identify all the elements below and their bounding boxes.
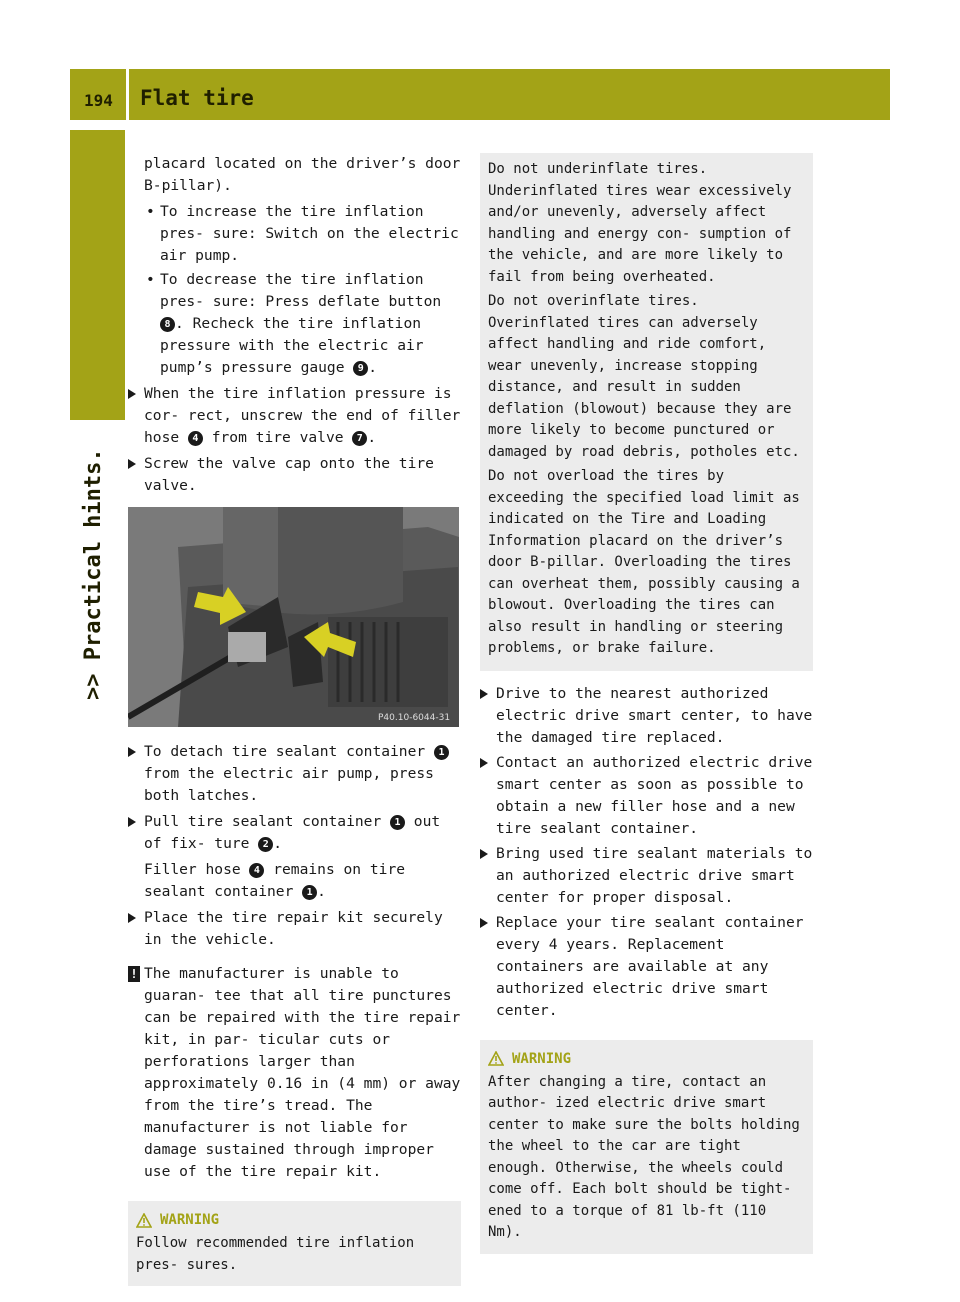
callout-number: 1 xyxy=(302,885,317,900)
section-title: Flat tire xyxy=(140,86,254,110)
step-text: Replace your tire sealant container every 4 years. Replacement containers are available at any authorized electric drive smart center. xyxy=(496,913,804,1019)
callout-number: 7 xyxy=(352,431,367,446)
page-header xyxy=(70,69,890,120)
step-arrow-icon xyxy=(480,849,488,859)
step-arrow-icon xyxy=(128,913,136,923)
bullet-decrease-text-b: . Recheck the tire inflation pressure with the electric air pump’s pressure gauge xyxy=(160,315,424,376)
warning-title: WARNING xyxy=(160,1212,220,1228)
warning-triangle-icon xyxy=(488,1051,504,1066)
step-text: Contact an authorized electric drive smart center as soon as possible to obtain a new filler hose and a new tire sealant container. xyxy=(496,753,813,837)
step-text: To detach tire sealant container xyxy=(144,743,434,760)
intro-line-2: B-pillar). xyxy=(144,177,232,194)
step-text: from tire valve xyxy=(202,429,353,446)
notice-icon: ! xyxy=(128,966,140,982)
step-text: Bring used tire sealant materials to an authorized electric drive smart center for proper disposal. xyxy=(496,844,813,906)
step-arrow-icon xyxy=(480,758,488,768)
tire-pressure-info-box xyxy=(480,153,813,671)
step-replace-container xyxy=(480,912,813,1022)
step-text: out of fix- ture xyxy=(144,813,441,852)
warning-triangle-icon xyxy=(136,1213,152,1228)
step-text: . xyxy=(367,429,377,446)
bullet-decrease xyxy=(144,269,461,379)
callout-number: 4 xyxy=(188,431,203,446)
info-paragraph-overload: Do not overload the tires by exceeding the specified load limit as indicated on the Tire and Loading Information placard on the driver’s door B-pillar. Overloading the tires can overheat them, possibly causing a blowout. Overloading the tires can also result in handling or steering problems, or brake failure. xyxy=(488,468,800,656)
step-drive-to-center xyxy=(480,683,813,749)
step-valve-cap xyxy=(128,453,461,497)
left-column xyxy=(128,153,461,1286)
callout-number: 2 xyxy=(258,837,273,852)
step-arrow-icon xyxy=(128,389,136,399)
warning-title: WARNING xyxy=(512,1050,572,1067)
step-text: Drive to the nearest authorized electric drive smart center, to have the damaged tire replaced. xyxy=(496,684,813,746)
warning-text: After changing a tire, contact an author- ized electric drive smart center to make sure the bolts holding the wheel to the car are tight enough. Otherwise, the wheels could come off. Each bolt should be tight- ened to a torque of 81 lb-ft (110 Nm). xyxy=(488,1073,800,1240)
warning-header xyxy=(488,1048,805,1070)
info-paragraph-underinflate: Do not underinflate tires. Underinflated tires wear excessively and/or unevenly, adversely affect handling and energy con- sumption of the vehicle, and are more likely to fail from being overheated. xyxy=(488,161,792,285)
tire-repair-kit-photo xyxy=(128,507,459,727)
step-text: remains on tire sealant container xyxy=(144,861,406,900)
step-text: from the electric air pump, press both latches. xyxy=(144,765,434,804)
side-tab-label: >> Practical hints. xyxy=(81,448,106,700)
callout-number: 4 xyxy=(249,863,264,878)
step-pull-container xyxy=(128,811,461,903)
warning-text: Follow recommended tire inflation pres- sures. xyxy=(136,1235,415,1273)
notice-block xyxy=(128,963,461,1183)
step-text: Filler hose xyxy=(144,861,250,878)
right-steps xyxy=(480,683,813,1022)
callout-number: 9 xyxy=(353,361,368,376)
step-unscrew-hose xyxy=(128,383,461,449)
notice-text: The manufacturer is unable to guaran- tee that all tire punctures can be repaired with the tire repair kit, in par- ticular cuts or perforations larger than approximately 0.16 in (4 mm) or away from the tire’s tread. The manufacturer is not liable for damage sustained through improper use of the tire repair kit. xyxy=(144,965,461,1180)
warning-box-left xyxy=(128,1201,461,1286)
callout-number: 1 xyxy=(434,745,449,760)
step-dispose-materials xyxy=(480,843,813,909)
step-arrow-icon xyxy=(480,918,488,928)
step-text: Screw the valve cap onto the tire valve. xyxy=(144,455,434,494)
side-tab-block xyxy=(70,130,125,420)
image-code: P40.10-6044-31 xyxy=(378,713,451,723)
step-text: When the tire inflation pressure is cor- rect, unscrew the end of filler hose xyxy=(144,385,461,446)
bullet-decrease-text-c: . xyxy=(368,359,378,376)
step-arrow-icon xyxy=(128,817,136,827)
step-arrow-icon xyxy=(128,747,136,757)
warning-header xyxy=(136,1209,453,1231)
intro-line-1: placard located on the driver’s door xyxy=(144,155,461,172)
warning-box-right xyxy=(480,1040,813,1254)
callout-number: 1 xyxy=(390,815,405,830)
step-arrow-icon xyxy=(480,689,488,699)
page-number: 194 xyxy=(84,91,113,110)
step-text: . xyxy=(273,835,283,852)
step-subtext xyxy=(144,859,461,903)
info-paragraph-overinflate: Do not overinflate tires. Overinflated tires can adversely affect handling and ride comfort, wear unevenly, increase stopping distance, and result in sudden deflation (blowout) because they are more likely to become punctured or damaged by road debris, potholes etc. xyxy=(488,293,800,460)
header-divider xyxy=(126,69,129,120)
step-place-kit xyxy=(128,907,461,951)
step-arrow-icon xyxy=(128,459,136,469)
right-column xyxy=(480,153,813,1254)
step-contact-center xyxy=(480,752,813,840)
bullet-increase xyxy=(144,201,461,267)
step-text: Place the tire repair kit securely in the vehicle. xyxy=(144,909,443,948)
step-text: Pull tire sealant container xyxy=(144,813,391,830)
callout-number: 8 xyxy=(160,317,175,332)
step-detach-container xyxy=(128,741,461,807)
step-text: . xyxy=(317,883,326,900)
bullet-increase-text: To increase the tire inflation pres- sure: Switch on the electric air pump. xyxy=(160,203,459,264)
bullet-decrease-text-a: To decrease the tire inflation pres- sure: Press deflate button xyxy=(160,271,442,310)
